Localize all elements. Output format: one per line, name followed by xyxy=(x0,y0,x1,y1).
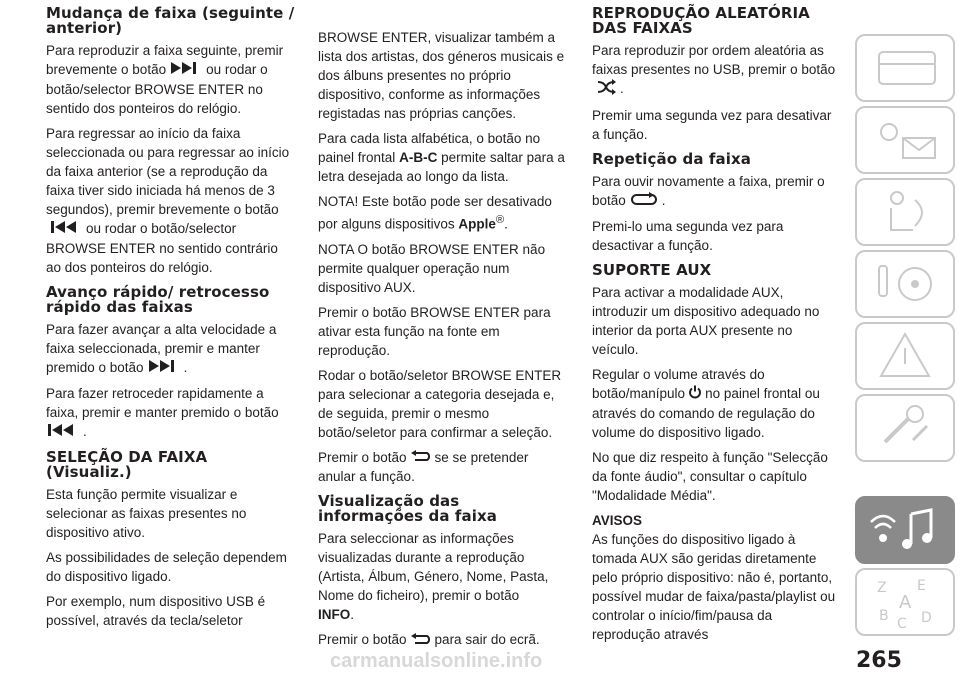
subheading-warnings: AVISOS xyxy=(592,512,643,528)
back-arrow-icon xyxy=(410,631,432,650)
page-number: 265 xyxy=(856,648,902,673)
paragraph-selection-depends: As possibilidades de seleção dependem do dispositivo ligado. xyxy=(46,549,287,584)
heading-track-selection: SELEÇÃO DA FAIXA (Visualiz.) xyxy=(46,447,208,481)
back-arrow-icon xyxy=(410,448,432,467)
column-2 xyxy=(318,6,568,656)
heading-repeat: Repetição da faixa xyxy=(592,150,751,168)
rewind-icon xyxy=(46,423,80,442)
starting-driving-tab[interactable] xyxy=(855,250,955,318)
svg-text:B: B xyxy=(879,608,889,624)
paragraph-apple-note: NOTA! Este botão pode ser desativado por alguns dispositivos Apple®. xyxy=(318,194,552,232)
heading-track-change: Mudança de faixa (seguinte / anterior) xyxy=(46,4,295,37)
column-3 xyxy=(592,6,842,650)
warning-lights-tab[interactable] xyxy=(855,106,955,174)
paragraph-shuffle: Para reproduzir por ordem aleatória as faixas presentes no USB, premir o botão. xyxy=(592,41,842,100)
repeat-icon xyxy=(629,192,659,211)
paragraph-browse-enter: BROWSE ENTER, visualizar também a lista dos artistas, dos géneros musicais e dos álbuns presentes no próprio dispositivo, conforme as informações registadas nas próprias canções. xyxy=(318,30,565,121)
column-1 xyxy=(46,6,296,636)
heading-shuffle: REPRODUÇÃO ALEATÓRIA DAS FAIXAS xyxy=(592,4,810,37)
paragraph-selection-intro: Esta função permite visualizar e selecionar as faixas presentes no dispositivo ativo. xyxy=(46,486,247,540)
heading-track-info: Visualização das informações da faixa xyxy=(318,492,497,526)
svg-text:Z: Z xyxy=(877,580,887,596)
next-track-icon xyxy=(169,61,203,80)
paragraph-activate: Premir o botão BROWSE ENTER para ativar esta função na fonte em reprodução. xyxy=(318,304,551,358)
paragraph-shuffle-off: Premir uma segunda vez para desativar a função. xyxy=(592,108,832,142)
previous-track-icon xyxy=(49,220,83,239)
paragraph-source-ref: No que diz respeito à função "Selecção da fonte áudio", consultar o capítulo "Modalidade Média". xyxy=(592,449,828,503)
emergency-tab[interactable] xyxy=(855,322,955,390)
paragraph-exit-screen: Premir o botão para sair do ecrã. xyxy=(318,630,568,650)
fast-forward-icon xyxy=(147,359,181,378)
index-tab[interactable] xyxy=(855,568,955,636)
paragraph-info-select: Para seleccionar as informações visualizadas durante a reprodução (Artista, Álbum, Género, Nome, Pasta, Nome do ficheiro), premir o botão INFO. xyxy=(318,531,549,623)
paragraph-warnings: As funções do dispositivo ligado à tomada AUX são geridas diretamente pelo próprio dispositivo: não é, portanto, possível mudar de faixa/pasta/playlist ou controlar o início/fim/pausa da reprodução através xyxy=(592,531,836,642)
chapter-sidebar xyxy=(850,0,960,678)
paragraph-volume: Regular o volume através do botão/manípulo no painel frontal ou através do comando de regulação do volume do dispositivo ligado. xyxy=(592,366,820,440)
paragraph-rewind: Para fazer retroceder rapidamente a faixa, premir e manter premido o botão . xyxy=(46,384,296,442)
paragraph-aux-activate: Para activar a modalidade AUX, introduzir um dispositivo adequado no interior da porta AUX presente no veículo. xyxy=(592,284,820,357)
paragraph-previous-track: Para regressar ao início da faixa seleccionada ou para regressar ao início da faixa anterior (se a reprodução da faixa tiver sido iniciada há menos de 3 segundos), premir brevemente o botãoou rodar o botão/selector BROWSE ENTER no sentido contrário ao dos ponteiros do relógio. xyxy=(46,125,290,275)
paragraph-usb-example: Por exemplo, num dispositivo USB é possível, através da tecla/seletor xyxy=(46,593,266,628)
svg-text:E: E xyxy=(917,578,926,594)
paragraph-aux-note: NOTA O botão BROWSE ENTER não permite qualquer operação num dispositivo AUX. xyxy=(318,241,546,295)
paragraph-rotate-select: Rodar o botão/seletor BROWSE ENTER para selecionar a categoria desejada e, de seguida, premir o mesmo botão/seletor para confirmar a seleção. xyxy=(318,367,562,440)
heading-fast-forward: Avanço rápido/ retrocesso rápido das faixas xyxy=(46,282,270,316)
svg-text:D: D xyxy=(921,610,932,626)
svg-text:C: C xyxy=(897,616,907,632)
paragraph-repeat-off: Premi-lo uma segunda vez para desactivar a função. xyxy=(592,218,784,253)
svg-text:A: A xyxy=(899,592,912,613)
paragraph-abc: Para cada lista alfabética, o botão no painel frontal A-B-C permite saltar para a letra desejada ao longo da lista. xyxy=(318,131,565,184)
paragraph-next-track: Para reproduzir a faixa seguinte, premir brevemente o botão ou rodar o botão/selector BROWSE ENTER no sentido dos ponteiros do relógio. xyxy=(46,43,284,116)
paragraph-fast-forward: Para fazer avançar a alta velocidade a faixa seleccionada, premir e manter premido o botão . xyxy=(46,320,296,378)
heading-aux: SUPORTE AUX xyxy=(592,260,712,279)
shuffle-icon xyxy=(595,79,617,100)
multimedia-tab[interactable] xyxy=(855,496,955,564)
paragraph-cancel: Premir o botão se se pretender anular a função. xyxy=(318,449,529,485)
car-dashboard-tab[interactable] xyxy=(855,34,955,102)
watermark: carmanualsonline.info xyxy=(330,650,543,672)
safety-tab[interactable] xyxy=(855,178,955,246)
power-icon xyxy=(688,385,702,404)
paragraph-repeat: Para ouvir novamente a faixa, premir o botão . xyxy=(592,172,842,211)
